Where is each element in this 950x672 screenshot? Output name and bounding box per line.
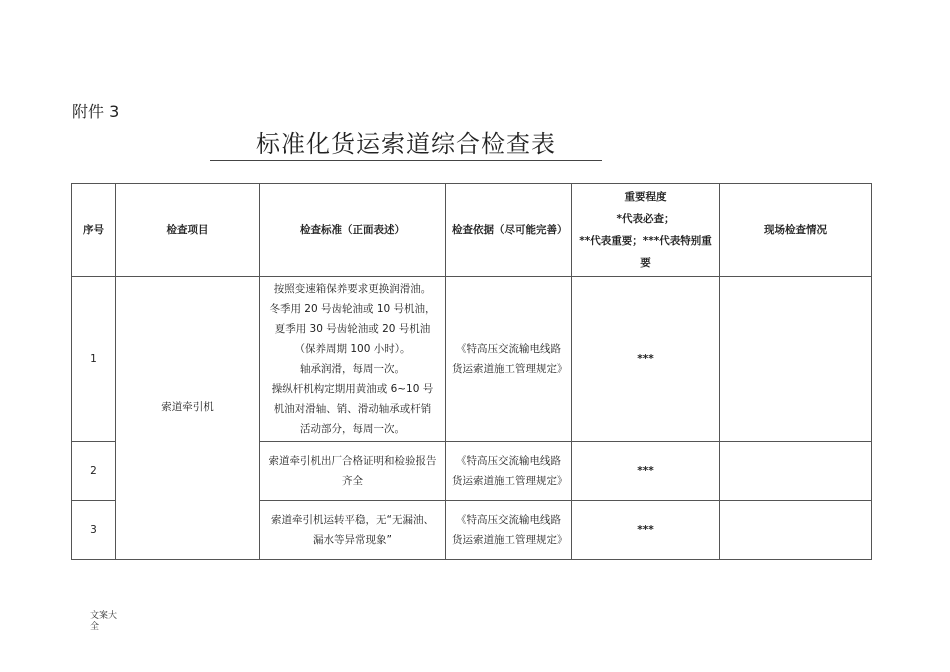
row-seq: 2 — [72, 442, 116, 501]
header-item: 检查项目 — [116, 184, 260, 277]
header-importance — [572, 184, 720, 277]
row-site[interactable] — [720, 501, 872, 560]
row-basis: 《特高压交流输电线路货运索道施工管理规定》 — [446, 442, 572, 501]
row-importance: *** — [572, 442, 720, 501]
standard-line: 机油对滑轴、销、滑动轴承或杆销 — [273, 403, 432, 415]
footer-label: 文案大全 — [90, 611, 118, 632]
standard-line: 操纵杆机构定期用黄油或 6~10 号 — [271, 383, 434, 395]
standard-line: 活动部分，每周一次。 — [300, 423, 405, 435]
row-site[interactable] — [720, 442, 872, 501]
importance-line: 重要程度 — [624, 191, 667, 203]
standard-line: 夏季用 30 号齿轮油或 20 号机油 — [274, 323, 431, 335]
row-standard — [260, 501, 446, 560]
page-title: 标准化货运索道综合检查表 — [210, 124, 602, 161]
header-basis: 检查依据（尽可能完善） — [446, 184, 572, 277]
standard-line: 轴承润滑，每周一次。 — [300, 363, 405, 375]
row-site[interactable] — [720, 277, 872, 442]
row-importance: *** — [572, 501, 720, 560]
row-basis: 《特高压交流输电线路货运索道施工管理规定》 — [446, 277, 572, 442]
attachment-label: 附件 3 — [72, 102, 120, 121]
row-importance: *** — [572, 277, 720, 442]
row-standard — [260, 277, 446, 442]
table-row — [72, 277, 872, 442]
standard-line: （保养周期 100 小时）。 — [294, 343, 411, 355]
standard-line: 索道牵引机出厂合格证明和检验报告齐全 — [268, 455, 437, 487]
inspection-table — [71, 183, 872, 560]
standard-line: 索道牵引机运转平稳，无“无漏油、漏水等异常现象” — [271, 514, 434, 546]
standard-line: 按照变速箱保养要求更换润滑油。 — [273, 283, 432, 295]
importance-line: *代表必查； — [616, 213, 675, 225]
item-cell: 索道牵引机 — [116, 277, 260, 560]
standard-line: 冬季用 20 号齿轮油或 10 号机油， — [269, 303, 436, 315]
row-seq: 3 — [72, 501, 116, 560]
header-seq: 序号 — [72, 184, 116, 277]
table-header-row — [72, 184, 872, 277]
row-standard — [260, 442, 446, 501]
header-site: 现场检查情况 — [720, 184, 872, 277]
row-basis: 《特高压交流输电线路货运索道施工管理规定》 — [446, 501, 572, 560]
row-seq: 1 — [72, 277, 116, 442]
header-standard: 检查标准（正面表述） — [260, 184, 446, 277]
importance-line: **代表重要；***代表特别重要 — [579, 235, 712, 269]
